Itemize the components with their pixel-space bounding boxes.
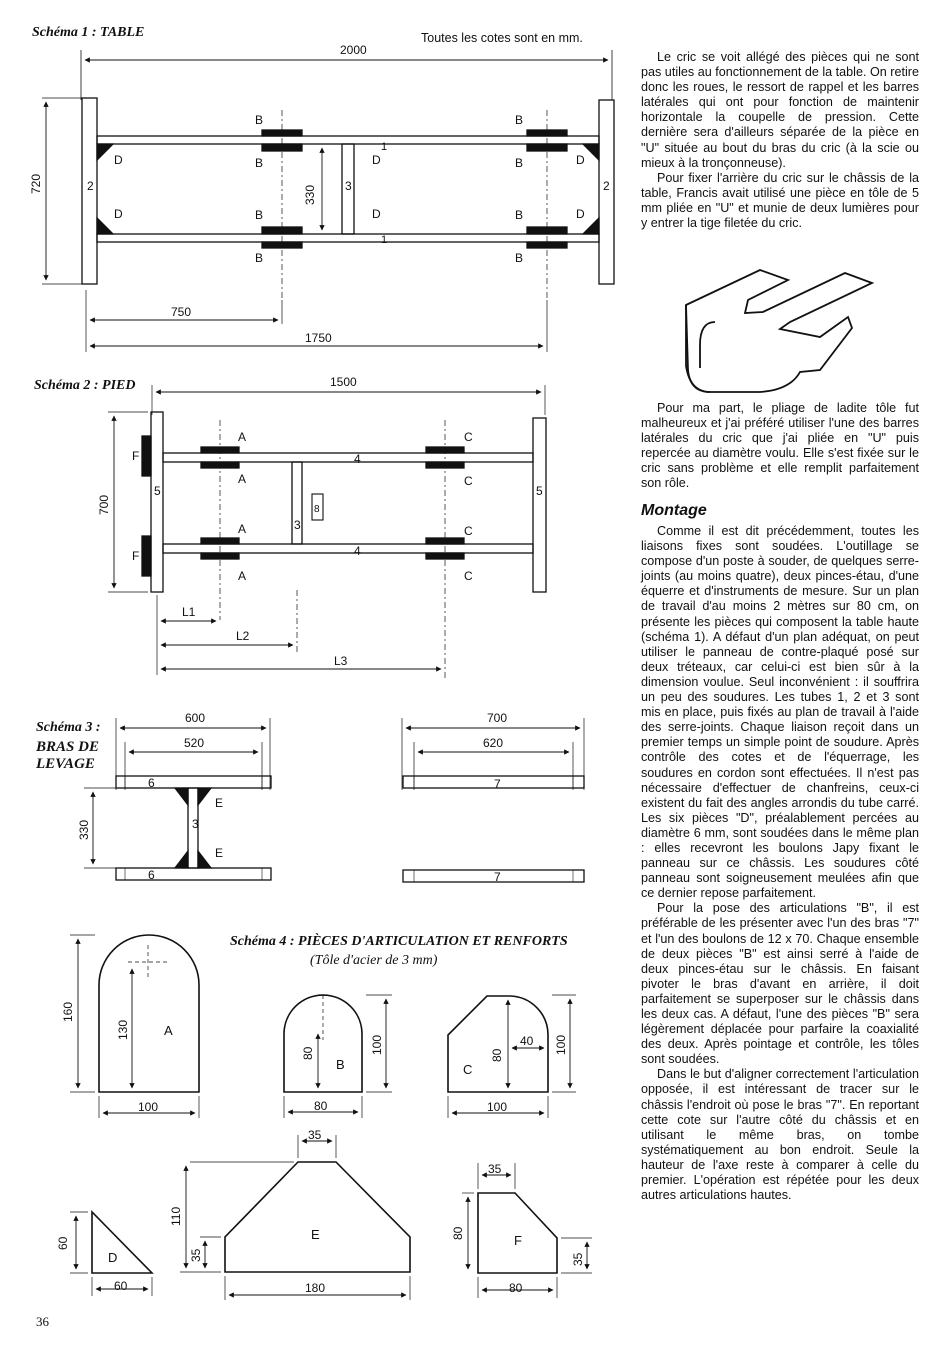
s4-label-e: E <box>311 1227 320 1242</box>
s3-dim-330: 330 <box>77 819 91 840</box>
s2-label-a: A <box>238 569 247 583</box>
s1-label-d: D <box>576 207 585 221</box>
schema1-caption: Schéma 1 : TABLE <box>32 25 145 40</box>
s1-dim-1750: 1750 <box>305 331 332 345</box>
s4-c-80: 80 <box>490 1048 504 1062</box>
schema2-drawing <box>108 385 546 680</box>
s1-label-b: B <box>515 251 524 265</box>
s2-label-4: 4 <box>354 544 361 558</box>
paragraph: Le cric se voit allégé des pièces qui ne sont pas utiles au fonctionnement de la table. On retire donc les roues, le ressort de rappel et les barres latérales qui ont pour fonction de maintenir horizontale la coupelle de pression. Cette dernière sera d'ailleurs séparée de la pièce en "U" située au bout du bras du cric (à la scie ou mieux à la tronçonneuse). <box>641 50 919 170</box>
s3-dim-520: 520 <box>184 736 205 750</box>
s1-dim-750: 750 <box>171 305 192 319</box>
s4-b-80w: 80 <box>314 1099 328 1113</box>
s4-label-d: D <box>108 1250 118 1265</box>
schema4-subcaption: (Tôle d'acier de 3 mm) <box>310 953 438 968</box>
s3-label-3: 3 <box>192 817 199 831</box>
s1-dim-2000: 2000 <box>340 43 367 57</box>
s2-label-5: 5 <box>154 484 161 498</box>
paragraph: Pour fixer l'arrière du cric sur le châssis de la table, Francis avait utilisé une pièce en tôle de 5 mm pliée en "U" et munie de deux lumières pour y entrer la tige filetée du cric. <box>641 170 919 231</box>
s2-label-c: C <box>464 569 473 583</box>
s4-c-100: 100 <box>554 1034 568 1055</box>
s4-d-60: 60 <box>56 1236 70 1250</box>
schema3-caption-line3: LEVAGE <box>36 756 95 772</box>
s1-label-b: B <box>515 156 524 170</box>
s3-dim-600: 600 <box>185 711 206 725</box>
s2-dim-700: 700 <box>97 494 111 515</box>
s1-label-b: B <box>255 113 264 127</box>
s3-label-e: E <box>215 846 224 860</box>
s3-label-7: 7 <box>494 777 501 791</box>
s1-dim-330: 330 <box>303 184 317 205</box>
s2-label-a: A <box>238 472 247 486</box>
units-note: Toutes les cotes sont en mm. <box>421 31 583 45</box>
s1-label-1: 1 <box>381 141 388 153</box>
s3-label-6: 6 <box>148 868 155 882</box>
s2-label-4: 4 <box>354 452 361 466</box>
s4-b-100: 100 <box>370 1034 384 1055</box>
s1-label-d: D <box>372 153 381 167</box>
schema2-caption: Schéma 2 : PIED <box>34 378 136 393</box>
s1-label-d: D <box>114 207 123 221</box>
s4-d-60w: 60 <box>114 1279 128 1293</box>
s1-label-d: D <box>114 153 123 167</box>
s3-dim-700: 700 <box>487 711 508 725</box>
s2-label-c: C <box>464 524 473 538</box>
s2-label-f: F <box>132 449 140 463</box>
s2-label-f: F <box>132 549 140 563</box>
schema3-caption-line2: BRAS DE <box>36 739 99 755</box>
s4-e-35side: 35 <box>189 1248 203 1262</box>
s4-e-180: 180 <box>305 1281 326 1295</box>
s4-label-f: F <box>514 1233 522 1248</box>
s1-label-3: 3 <box>345 179 352 193</box>
page-number: 36 <box>36 1314 49 1329</box>
s2-dim-l2: L2 <box>236 629 250 643</box>
s3-label-7: 7 <box>494 870 501 884</box>
s4-e-110: 110 <box>169 1206 183 1226</box>
s2-dim-1500: 1500 <box>330 375 357 389</box>
s1-label-b: B <box>255 208 264 222</box>
s4-f-35top: 35 <box>488 1162 502 1176</box>
s4-f-80h: 80 <box>451 1226 465 1240</box>
u-bracket-illustration <box>686 270 872 392</box>
s2-label-a: A <box>238 430 247 444</box>
s4-label-c: C <box>463 1062 473 1077</box>
s4-f-35side: 35 <box>571 1252 585 1266</box>
s4-f-80w: 80 <box>509 1281 523 1295</box>
article-column-bottom <box>641 524 919 1203</box>
article-column-mid <box>641 401 919 492</box>
s4-a-160: 160 <box>61 1001 75 1022</box>
s4-c-40: 40 <box>520 1034 534 1048</box>
s4-label-b: B <box>336 1057 345 1072</box>
s1-label-b: B <box>255 156 264 170</box>
s2-label-c: C <box>464 474 473 488</box>
s1-dim-720: 720 <box>29 173 43 194</box>
s2-dim-l1: L1 <box>182 605 196 619</box>
s3-dim-620: 620 <box>483 736 504 750</box>
s1-label-b: B <box>515 113 524 127</box>
s1-label-2: 2 <box>603 179 610 193</box>
s2-label-3: 3 <box>294 518 301 532</box>
schema3-drawing <box>84 718 584 882</box>
s1-label-d: D <box>372 207 381 221</box>
s3-label-6: 6 <box>148 776 155 790</box>
article-column-top <box>641 50 919 231</box>
paragraph: Dans le but d'aligner correctement l'articulation opposée, il est intéressant de tracer sur le châssis l'endroit où pose le bras "7". En reportant cette cote sur l'autre côté du châssis et en utilisant le même bras, on tombe systématiquement au bon endroit. Seule la hauteur de l'axe reste à comparer à celle du premier. L'opération est répétée pour les deux autres articulations hautes. <box>641 1067 919 1203</box>
schema3-caption: Schéma 3 : <box>36 720 101 735</box>
s2-label-8: 8 <box>314 504 320 515</box>
paragraph: Pour la pose des articulations "B", il est préférable de les présenter avec l'un des bras "7" et l'un des boulons de 12 x 70. Chaque ensemble de deux pièces "B" est ainsi serré à l'aide de deux pinces-étau sur le châssis. En faisant pivoter le bras d'avant en arrière, il doit parfaitement se superposer sur le châssis dans les deux cas. A défaut, l'une des pièces "B" sera légèrement déplacée pour parfaire la coaxialité des deux. Après pointage et contrôle, les tôles sont soudées. <box>641 901 919 1067</box>
s4-label-a: A <box>164 1023 173 1038</box>
s4-a-100: 100 <box>138 1100 159 1114</box>
s1-label-1: 1 <box>381 234 388 246</box>
s4-e-35top: 35 <box>308 1128 322 1142</box>
paragraph: Pour ma part, le pliage de ladite tôle fut malheureux et j'ai préféré utiliser l'une des barres latérales du cric que j'ai pliée en "U" puis repercée au diamètre voulu. Elle s'est fixée sur le cric sans problème et elle remplit parfaitement son rôle. <box>641 401 919 491</box>
s1-label-b: B <box>515 208 524 222</box>
s2-label-a: A <box>238 522 247 536</box>
paragraph: Comme il est dit précédemment, toutes les liaisons fixes sont soudées. L'outillage se compose d'un poste à souder, de quelques serre-joints (au moins quatre), deux pinces-étau, d'une équerre et d'instruments de mesure. Sur un plan de travail d'au moins 2 mètres sur 80 cm, on présente les pièces qui composent la table haute (schéma 1). A défaut d'un plan adéquat, on peut utiliser le panneau de contre-plaqué posé sur deux tréteaux, car celui-ci est bien sûr à la dimension voulue. Seul inconvénient : il souffrira un peu des soudures. Les tubes 1, 2 et 3 sont mis en place, puis fixés au plan de travail à l'aide des serre-joints. Chaque liaison reçoit dans un premier temps un simple point de soudure. Après contrôle des cotes et de l'équerrage, les soudures en cordon sont effectuées. Il n'est pas nécessaire d'effectuer de chanfreins, ceux-ci existent du fait des angles arrondis du tube carré. Les six pièces "D", préalablement percées au diamètre 6 mm, sont soudées dans le même plan : elles recevront les boulons Japy fixant le panneau sur ce châssis. Les soudures côté panneau sont soigneusement meulées afin que ce dernier repose parfaitement. <box>641 524 919 901</box>
s4-c-100w: 100 <box>487 1100 508 1114</box>
schema1-drawing <box>42 50 614 352</box>
schema4-caption: Schéma 4 : PIÈCES D'ARTICULATION ET RENFORTS <box>230 934 568 949</box>
s4-b-80: 80 <box>301 1046 315 1060</box>
s2-label-c: C <box>464 430 473 444</box>
s3-label-e: E <box>215 796 224 810</box>
section-heading: Montage <box>641 502 707 519</box>
s2-dim-l3: L3 <box>334 654 348 668</box>
s1-label-d: D <box>576 153 585 167</box>
s1-label-2: 2 <box>87 179 94 193</box>
s1-label-b: B <box>255 251 264 265</box>
s2-label-5: 5 <box>536 484 543 498</box>
s4-a-130: 130 <box>116 1019 130 1040</box>
